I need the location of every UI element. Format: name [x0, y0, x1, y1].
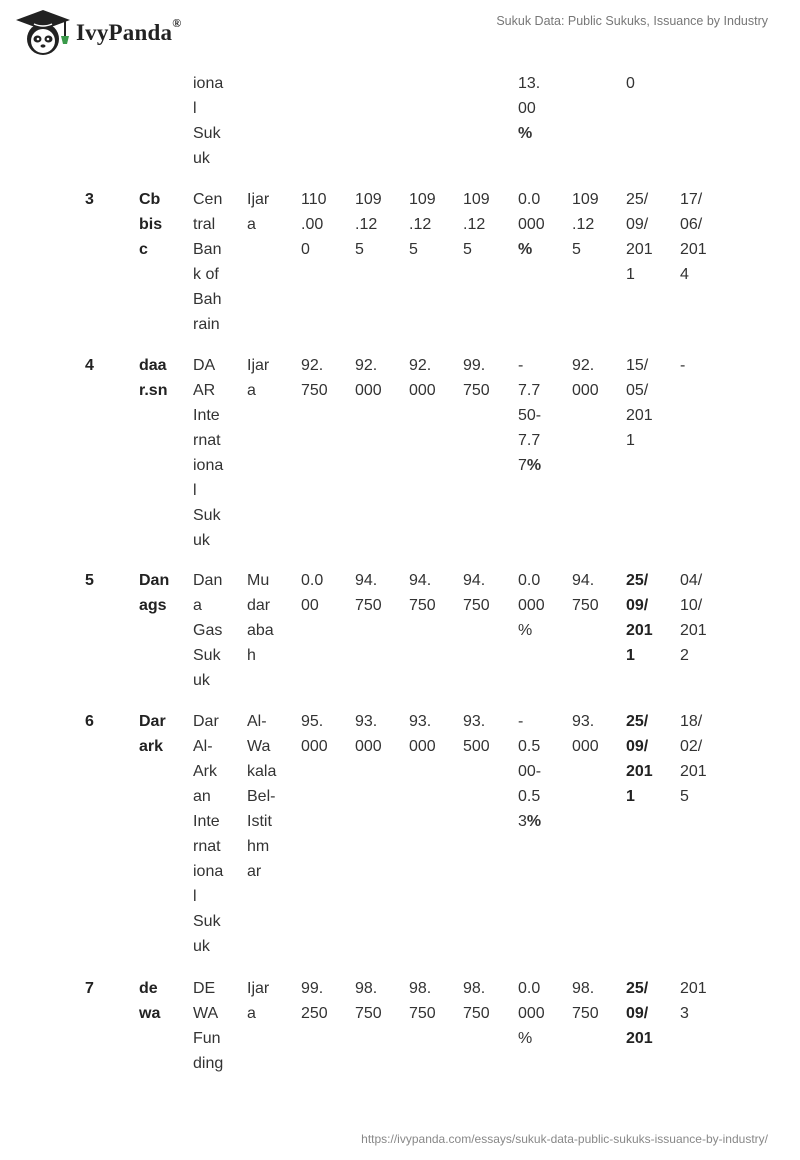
value-4: 99. 750 [463, 357, 490, 399]
value-4: 109 .12 5 [463, 191, 490, 258]
sukuk-type: Al- Wa kala Bel- Istit hm ar [247, 713, 277, 880]
sukuk-name: Cen tral Ban k of Bah rain [193, 191, 223, 333]
date-1: 15/ 05/ 201 1 [626, 357, 653, 449]
value-3: 98. 750 [409, 980, 436, 1022]
date-2: 18/ 02/ 201 5 [680, 713, 707, 805]
sukuk-code: daa r.sn [139, 357, 168, 399]
partial-row-change: 13. 00 % [518, 75, 541, 142]
value-5: 98. 750 [572, 980, 599, 1022]
date-2: - [680, 357, 686, 374]
date-1: 25/ 09/ 201 1 [626, 572, 653, 664]
change-percent [518, 709, 566, 834]
partial-row-extra: 0 [626, 75, 635, 92]
value-3: 92. 000 [409, 357, 436, 399]
sukuk-name: DA AR Inte rnat iona l Suk uk [193, 357, 224, 549]
row-number: 4 [85, 357, 94, 374]
sukuk-name: Dar Al- Ark an Inte rnat iona l Suk uk [193, 713, 224, 955]
value-5: 92. 000 [572, 357, 599, 399]
value-1: 92. 750 [301, 357, 328, 399]
sukuk-code: Dar ark [139, 713, 166, 755]
page-url[interactable]: https://ivypanda.com/essays/sukuk-data-public-sukuks-issuance-by-industry/ [361, 1132, 768, 1146]
change-percent [518, 353, 566, 478]
percent-sign: % [526, 813, 542, 830]
value-5: 109 .12 5 [572, 191, 599, 258]
value-3: 93. 000 [409, 713, 436, 755]
change-value: 0.0 000 [518, 191, 545, 233]
value-1: 0.0 00 [301, 572, 324, 614]
row-number: 5 [85, 572, 94, 589]
sukuk-name: Dan a Gas Suk uk [193, 572, 223, 689]
value-4: 94. 750 [463, 572, 490, 614]
change-value: 0.0 000 % [518, 572, 545, 639]
value-2: 94. 750 [355, 572, 382, 614]
sukuk-type: Ijar a [247, 980, 270, 1022]
value-2: 109 .12 5 [355, 191, 382, 258]
date-1: 25/ 09/ 201 [626, 980, 653, 1047]
page-header [0, 0, 800, 68]
value-1: 110 .00 0 [301, 191, 327, 258]
row-number: 3 [85, 191, 94, 208]
value-5: 94. 750 [572, 572, 599, 614]
panda-graduate-icon [14, 8, 72, 58]
value-1: 99. 250 [301, 980, 328, 1022]
change-value: - 0.5 00- 0.5 3 [518, 713, 542, 830]
row-number: 7 [85, 980, 94, 997]
date-1: 25/ 09/ 201 1 [626, 713, 653, 805]
partial-row-name: iona l Suk uk [193, 75, 224, 167]
change-percent [518, 187, 566, 262]
sukuk-type: Ijar a [247, 357, 270, 399]
sukuk-code: Cb bis c [139, 191, 163, 258]
sukuk-type: Ijar a [247, 191, 270, 233]
value-1: 95. 000 [301, 713, 328, 755]
brand-name: IvyPanda® [76, 16, 182, 45]
sukuk-code: de wa [139, 980, 161, 1022]
change-percent [518, 568, 566, 643]
percent-sign: % [518, 241, 533, 258]
row-number: 6 [85, 713, 94, 730]
ivypanda-logo[interactable] [14, 8, 181, 58]
change-value: 0.0 000 % [518, 980, 545, 1047]
date-2: 04/ 10/ 201 2 [680, 572, 707, 664]
value-2: 92. 000 [355, 357, 382, 399]
change-value: - 7.7 50- 7.7 7 [518, 357, 542, 474]
date-2: 201 3 [680, 980, 707, 1022]
date-1: 25/ 09/ 201 1 [626, 191, 653, 283]
sukuk-code: Dan ags [139, 572, 170, 614]
value-5: 93. 000 [572, 713, 599, 755]
value-2: 93. 000 [355, 713, 382, 755]
document-title: Sukuk Data: Public Sukuks, Issuance by Industry [496, 14, 768, 28]
change-percent [518, 976, 566, 1051]
value-4: 93. 500 [463, 713, 490, 755]
sukuk-type: Mu dar aba h [247, 572, 274, 664]
sukuk-name: DE WA Fun ding [193, 980, 224, 1072]
percent-sign: % [526, 457, 542, 474]
value-3: 109 .12 5 [409, 191, 436, 258]
date-2: 17/ 06/ 201 4 [680, 191, 707, 283]
value-2: 98. 750 [355, 980, 382, 1022]
value-4: 98. 750 [463, 980, 490, 1022]
value-3: 94. 750 [409, 572, 436, 614]
